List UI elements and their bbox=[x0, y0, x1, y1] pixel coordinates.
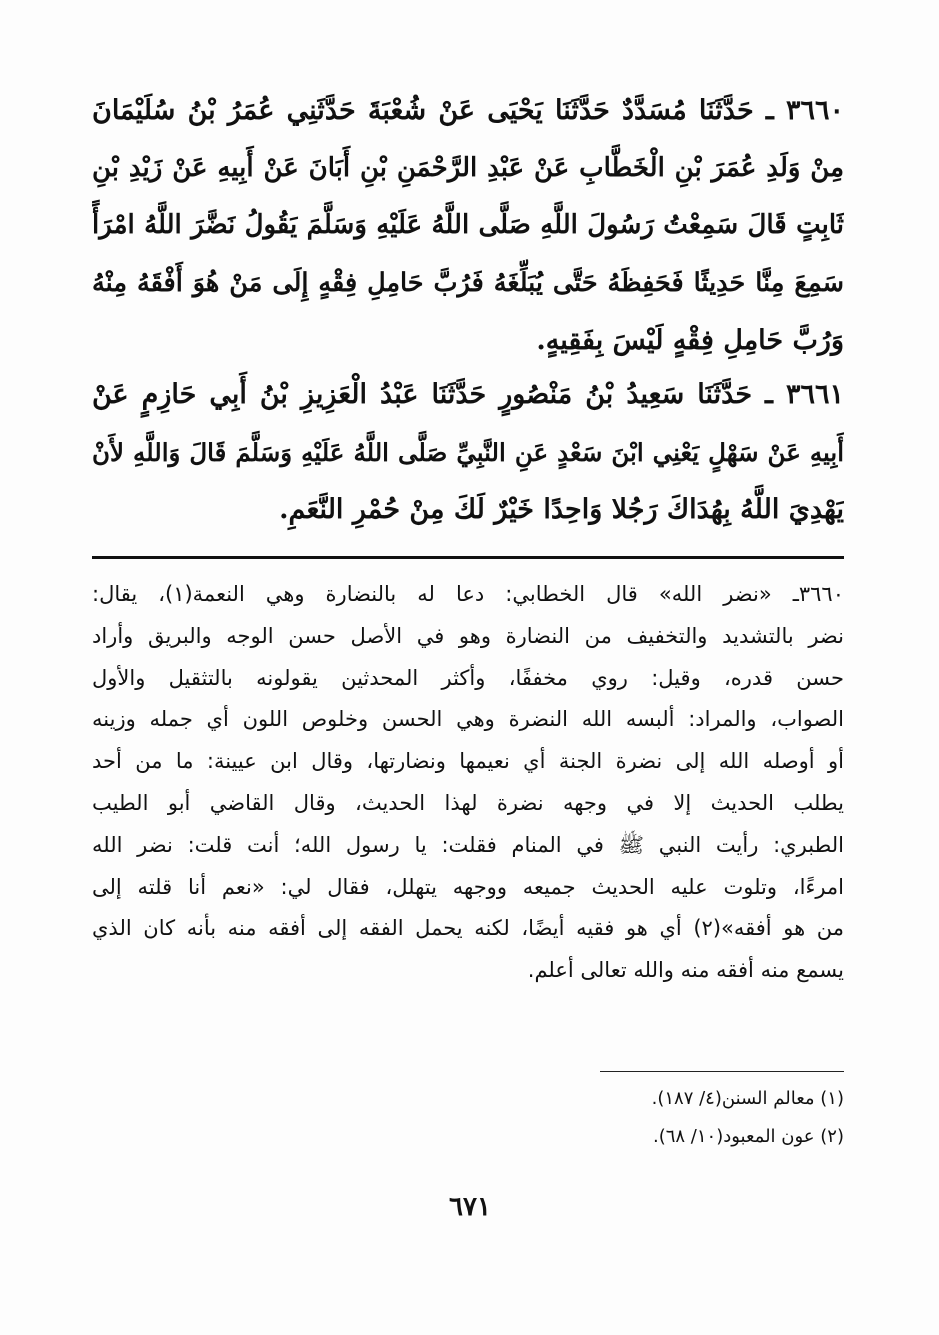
hadith-3661-line: يَهْدِيَ اللَّهُ بِهُدَاكَ رَجُلا وَاحِدًا خَيْرٌ لَكَ مِنْ حُمْرِ النَّعَمِ. bbox=[279, 494, 844, 525]
footnote-2: (٢) عون المعبود(١٠/ ٦٨). bbox=[652, 1126, 844, 1147]
commentary-line: يسمع منه أفقه منه والله تعالى أعلم. bbox=[527, 958, 844, 983]
footnote-divider bbox=[600, 1071, 844, 1072]
footnote-1: (١) معالم السنن(٤/ ١٨٧). bbox=[651, 1088, 844, 1109]
commentary-block bbox=[92, 574, 844, 992]
hadith-3660-line: مِنْ وَلَدِ عُمَرَ بْنِ الْخَطَّابِ عَنْ عَبْدِ الرَّحْمَنِ بْنِ أَبَانَ عَنْ أَبِيهِ عَنْ زَيْدِ بْنِ bbox=[92, 152, 844, 183]
commentary-line: ٣٦٦٠ـ «نضر الله» قال الخطابي: دعا له بالنضارة وهي النعمة(١)، يقال: bbox=[92, 582, 844, 606]
hadith-3660 bbox=[92, 82, 844, 370]
page-number: ٦٧١ bbox=[449, 1192, 491, 1222]
commentary-line: من هو أفقه»(٢) أي هو فقيه أيضًا، لكنه يحمل الفقه إلى أفقه منه بأنه كان الذي bbox=[92, 916, 844, 941]
hadith-3660-line: ٣٦٦٠ ـ حَدَّثَنَا مُسَدَّدٌ حَدَّثَنَا يَحْيَى عَنْ شُعْبَةَ حَدَّثَنِي عُمَرُ بْنُ سُلَيْمَانَ bbox=[92, 95, 844, 126]
commentary-line: الطبري: رأيت النبي ﷺ في المنام فقلت: يا رسول الله؛ أنت قلت: نضر الله bbox=[92, 832, 844, 857]
commentary-line: الصواب، والمراد: ألبسه الله النضرة وهي الحسن وخلوص اللون أي جمله وزينه bbox=[92, 707, 844, 732]
hadith-3661-line: أَبِيهِ عَنْ سَهْلٍ يَعْنِي ابْنَ سَعْدٍ عَنِ النَّبِيِّ صَلَّى اللَّهُ عَلَيْهِ وَسَلَّمَ قَالَ وَاللَّهِ لأَنْ bbox=[92, 437, 844, 467]
hadith-3660-line: ثَابِتٍ قَالَ سَمِعْتُ رَسُولَ اللَّهِ صَلَّى اللَّهُ عَلَيْهِ وَسَلَّمَ يَقُولُ نَضَّرَ اللَّهُ امْرَأً bbox=[92, 210, 844, 240]
commentary-line: امرءًا، وتلوت عليه الحديث جميعه ووجهه يتهلل، فقال لي: «نعم أنا قلته إلى bbox=[92, 874, 844, 899]
commentary-line: أو أوصله الله إلى نضرة الجنة أي نعيمها ونضارتها، وقال ابن عيينة: ما من أحد bbox=[92, 749, 844, 774]
commentary-line: حسن قدره، وقيل: روي مخففًا، وأكثر المحدثين يقولونه بالتثقيل والأول bbox=[92, 665, 844, 690]
hadith-3660-line: سَمِعَ مِنَّا حَدِيثًا فَحَفِظَهُ حَتَّى يُبَلِّغَهُ فَرُبَّ حَامِلِ فِقْهٍ إِلَى مَنْ هُوَ أَفْقَهُ مِنْهُ bbox=[92, 267, 844, 298]
section-divider bbox=[92, 556, 844, 559]
commentary-line: نضر بالتشديد والتخفيف من النضارة وهو في الأصل حسن الوجه والبريق وأراد bbox=[92, 623, 844, 648]
hadith-3660-line: وَرُبَّ حَامِلِ فِقْهٍ لَيْسَ بِفَقِيهٍ. bbox=[536, 325, 844, 356]
commentary-line: يطلب الحديث إلا في وجهه نضرة لهذا الحديث، وقال القاضي أبو الطيب bbox=[92, 790, 844, 815]
hadith-3661-line: ٣٦٦١ ـ حَدَّثَنَا سَعِيدُ بْنُ مَنْصُورٍ حَدَّثَنَا عَبْدُ الْعَزِيزِ بْنُ أَبِي حَازِمٍ عَنْ bbox=[92, 379, 844, 410]
hadith-3661 bbox=[92, 366, 844, 539]
footnotes bbox=[560, 1080, 844, 1156]
